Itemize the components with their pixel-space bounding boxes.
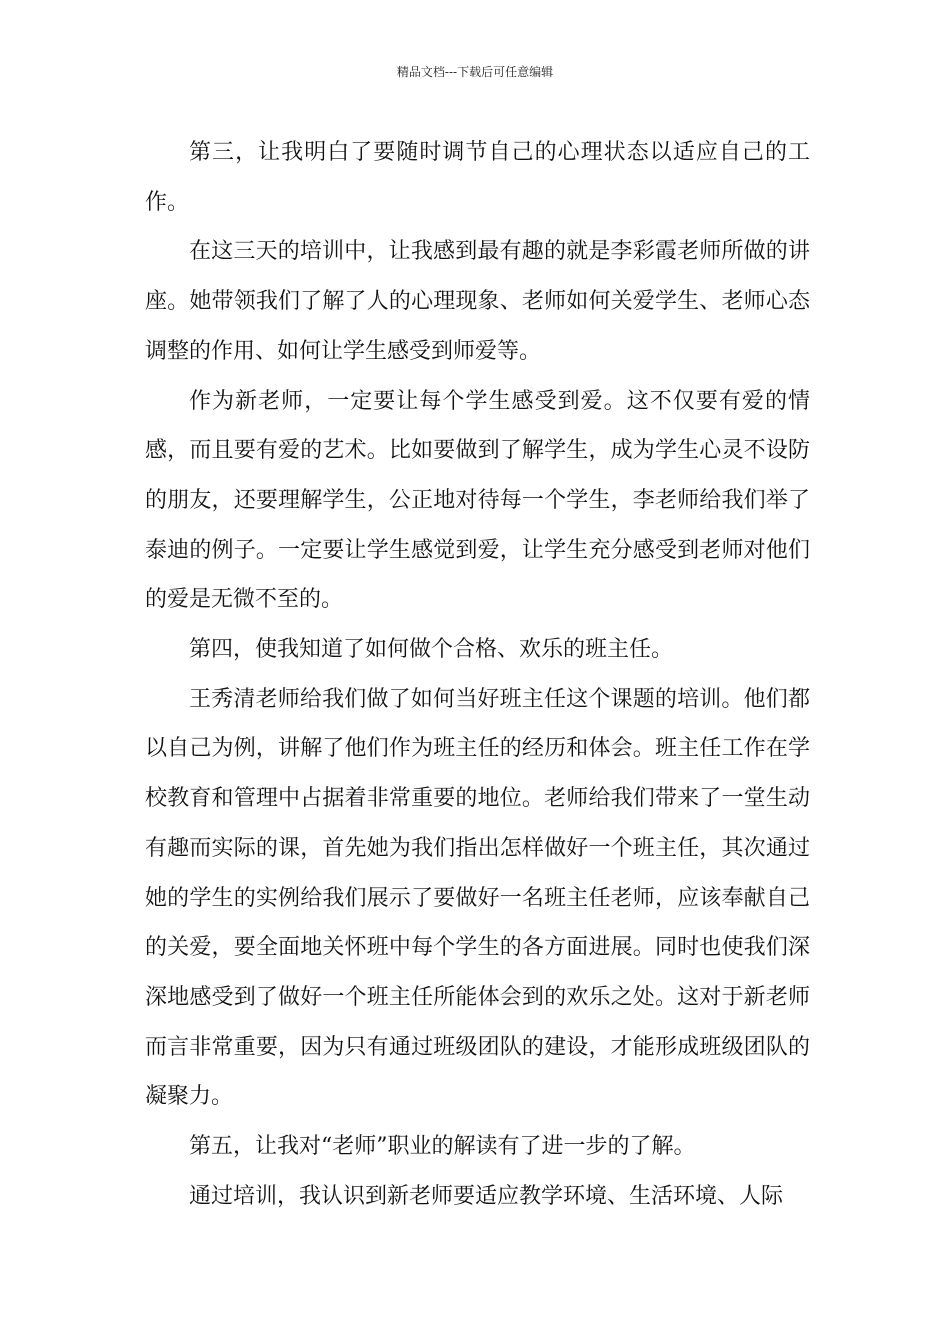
paragraph-7: 通过培训，我认识到新老师要适应教学环境、生活环境、人际 — [189, 1183, 784, 1209]
paragraph-2: 在这三天的培训中，让我感到最有趣的就是李彩霞老师所做的讲座。她带领我们了解了人的心理现象、老师如何关爱学生、老师心态调整的作用、如何让学生感受到师爱等。 — [145, 239, 810, 364]
document-body — [145, 128, 810, 1221]
page-header: 精品文档---下载后可任意编辑 — [396, 65, 554, 79]
paragraph-1: 第三，让我明白了要随时调节自己的心理状态以适应自己的工作。 — [145, 140, 810, 215]
paragraph-5: 王秀清老师给我们做了如何当好班主任这个课题的培训。他们都以自己为例，讲解了他们作为班主任的经历和体会。班主任工作在学校教育和管理中占据着非常重要的地位。老师给我们带来了一堂生动有趣而实际的课，首先她为我们指出怎样做好一个班主任，其次通过她的学生的实例给我们展示了要做好一名班主任老师，应该奉献自己的关爱，要全面地关怀班中每个学生的各方面进展。同时也使我们深深地感受到了做好一个班主任所能体会到的欢乐之处。这对于新老师而言非常重要，因为只有通过班级团队的建设，才能形成班级团队的凝聚力。 — [145, 686, 810, 1110]
paragraph-3: 作为新老师，一定要让每个学生感受到爱。这不仅要有爱的情感，而且要有爱的艺术。比如要做到了解学生，成为学生心灵不设防的朋友，还要理解学生，公正地对待每一个学生，李老师给我们举了泰迪的例子。一定要让学生感觉到爱，让学生充分感受到老师对他们的爱是无微不至的。 — [145, 388, 810, 613]
paragraph-4: 第四，使我知道了如何做个合格、欢乐的班主任。 — [189, 637, 674, 663]
paragraph-6: 第五，让我对“老师”职业的解读有了进一步的了解。 — [189, 1134, 696, 1160]
